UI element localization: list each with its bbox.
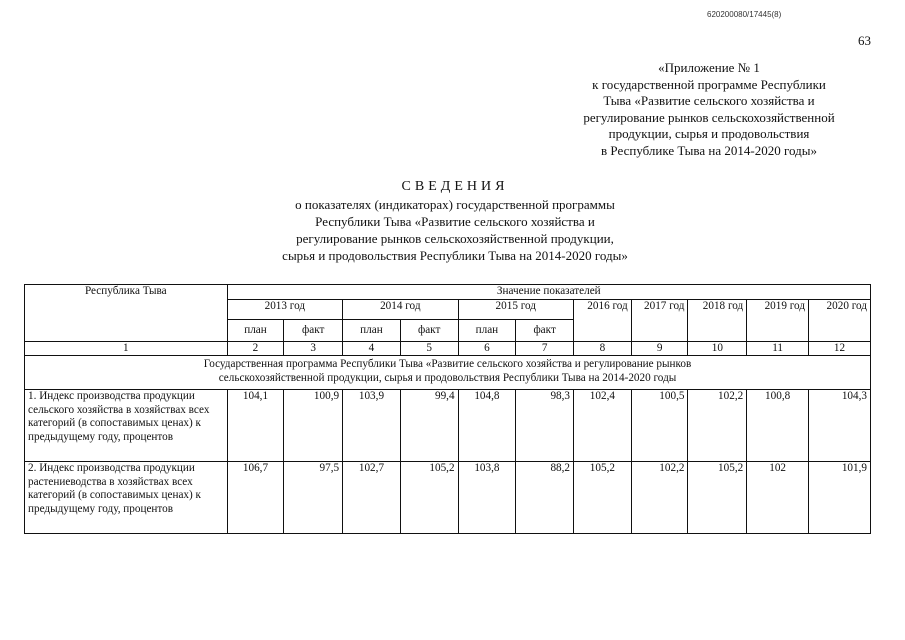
indicator-value: 98,3	[516, 390, 574, 462]
column-number: 7	[516, 342, 574, 356]
indicator-value: 105,2	[400, 462, 458, 534]
page-number: 63	[858, 33, 871, 48]
indicator-value: 105,2	[688, 462, 747, 534]
indicator-value: 106,7	[227, 462, 284, 534]
header-fact: факт	[284, 320, 343, 342]
indicator-value: 102	[747, 462, 809, 534]
header-year: 2013 год	[227, 300, 342, 320]
header-fact: факт	[400, 320, 458, 342]
indicator-value: 103,9	[343, 390, 401, 462]
document-code: 620200080/17445(8)	[707, 10, 782, 19]
header-year: 2017 год	[631, 300, 688, 342]
indicator-value: 97,5	[284, 462, 343, 534]
indicator-value: 102,2	[688, 390, 747, 462]
header-plan: план	[343, 320, 401, 342]
indicator-value: 105,2	[574, 462, 632, 534]
indicator-value: 102,2	[631, 462, 688, 534]
column-number: 6	[458, 342, 516, 356]
column-number: 12	[809, 342, 871, 356]
annex-line: «Приложение № 1	[658, 60, 760, 75]
indicator-name: 2. Индекс производства продукции растениеводства в хозяйствах всех категорий (в сопоставимых ценах) к предыдущему году, процентов	[25, 462, 228, 534]
indicator-value: 104,3	[809, 390, 871, 462]
annex-line: регулирование рынков сельскохозяйственной	[583, 109, 835, 125]
document-title: СВЕДЕНИЯ	[401, 179, 509, 194]
header-year: 2016 год	[574, 300, 632, 342]
section-title: Государственная программа Республики Тыва «Развитие сельского хозяйства и регулирование рынков сельскохозяйственной продукции, сырья и продовольствия Республики Тыва на 2014-2020 годы	[25, 356, 871, 390]
column-number: 2	[227, 342, 284, 356]
column-number: 5	[400, 342, 458, 356]
indicator-value: 99,4	[400, 390, 458, 462]
annex-line: продукции, сырья и продовольствия	[608, 126, 810, 141]
indicators-table	[24, 284, 871, 534]
indicator-value: 100,8	[747, 390, 809, 462]
indicator-value: 100,9	[284, 390, 343, 462]
header-year: 2014 год	[343, 300, 458, 320]
column-number: 4	[343, 342, 401, 356]
document-heading	[230, 178, 680, 264]
header-year: 2015 год	[458, 300, 573, 320]
header-year: 2018 год	[688, 300, 747, 342]
column-number: 3	[284, 342, 343, 356]
indicator-value: 102,4	[574, 390, 632, 462]
indicator-name: 1. Индекс производства продукции сельского хозяйства в хозяйствах всех категорий (в сопоставимых ценах) к предыдущему году, процентов	[25, 390, 228, 462]
annex-line: к государственной программе Республики	[592, 76, 826, 92]
annex-block	[548, 60, 870, 159]
annex-line: Тыва «Развитие сельского хозяйства и	[603, 93, 815, 108]
subtitle-line: регулирование рынков сельскохозяйственной продукции,	[296, 231, 614, 246]
header-fact: факт	[516, 320, 574, 342]
column-number: 8	[574, 342, 632, 356]
column-number: 10	[688, 342, 747, 356]
indicator-value: 103,8	[458, 462, 516, 534]
indicator-value: 102,7	[343, 462, 401, 534]
indicator-value: 104,1	[227, 390, 284, 462]
annex-line: в Республике Тыва на 2014-2020 годы»	[601, 142, 817, 158]
subtitle-line: о показателях (индикаторах) государственной программы	[295, 197, 615, 212]
header-values: Значение показателей	[227, 285, 870, 300]
header-plan: план	[458, 320, 516, 342]
indicator-value: 100,5	[631, 390, 688, 462]
indicator-value: 104,8	[458, 390, 516, 462]
column-number: 11	[747, 342, 809, 356]
header-year: 2020 год	[809, 300, 871, 342]
column-number: 1	[25, 342, 228, 356]
header-year: 2019 год	[747, 300, 809, 342]
header-plan: план	[227, 320, 284, 342]
subtitle-line: сырья и продовольствия Республики Тыва на 2014-2020 годы»	[282, 248, 628, 263]
subtitle-line: Республики Тыва «Развитие сельского хозяйства и	[315, 214, 595, 229]
column-number: 9	[631, 342, 688, 356]
indicator-value: 101,9	[809, 462, 871, 534]
indicator-value: 88,2	[516, 462, 574, 534]
header-region: Республика Тыва	[25, 285, 228, 342]
